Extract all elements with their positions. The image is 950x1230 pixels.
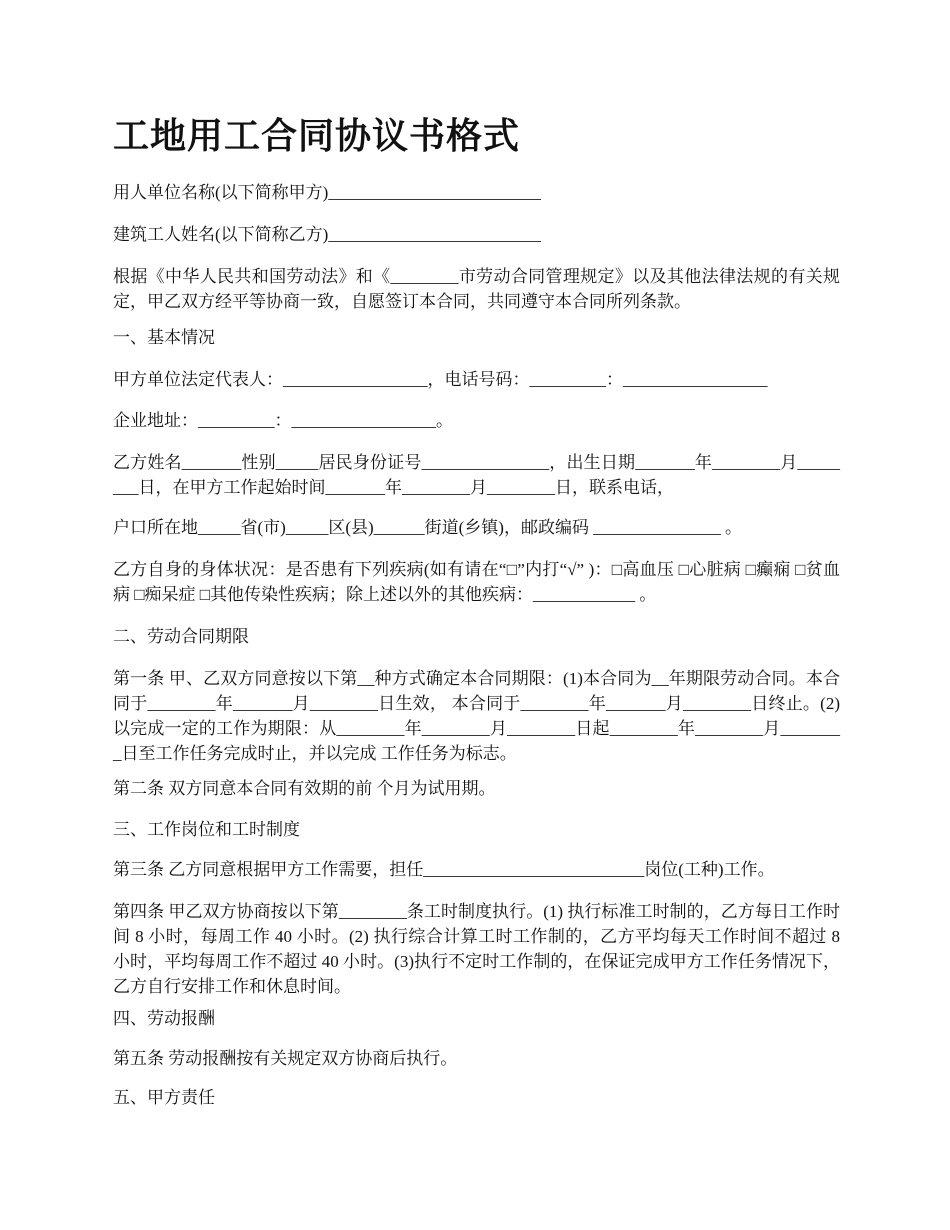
document-title: 工地用工合同协议书格式 <box>113 116 521 157</box>
article-two-paragraph: 第二条 双方同意本合同有效期的前 个月为试用期。 <box>113 779 496 798</box>
article-five-paragraph: 第五条 劳动报酬按有关规定双方协商后执行。 <box>113 1049 458 1068</box>
health-status-paragraph: 乙方自身的身体状况：是否患有下列疾病(如有请在“□”内打“√” )：□高血压 □心脏病 □癫痫 □贫血病 □痴呆症 □其他传染性疾病；除上述以外的其他疾病：____________ 。 <box>113 560 840 604</box>
worker-info-paragraph: 乙方姓名_______性别_____居民身份证号_______________，出生日期_______年________月________日，在甲方工作起始时间_______年________月________日，联系电话， <box>113 453 840 497</box>
legal-representative-line: 甲方单位法定代表人：_________________，电话号码：_________：_________________ <box>113 370 768 389</box>
company-address-line: 企业地址：_________：_________________。 <box>113 411 453 430</box>
section-heading-basic-info: 一、基本情况 <box>113 328 215 347</box>
preamble-paragraph: 根据《中华人民共和国劳动法》和《________市劳动合同管理规定》以及其他法律法规的有关规定，甲乙双方经平等协商一致，自愿签订本合同，共同遵守本合同所列条款。 <box>113 267 840 311</box>
household-registration-line: 户口所在地_____省(市)_____区(县)______街道(乡镇)，邮政编码 _______________ 。 <box>113 518 742 537</box>
section-heading-contract-term: 二、劳动合同期限 <box>113 627 249 646</box>
article-three-paragraph: 第三条 乙方同意根据甲方工作需要，担任__________________________岗位(工种)工作。 <box>113 860 775 879</box>
article-four-paragraph: 第四条 甲乙双方协商按以下第________条工时制度执行。(1) 执行标准工时制的，乙方每日工作时间 8 小时，每周工作 40 小时。(2) 执行综合计算工时工作制的，乙方平均每天工作时间不超过 8 小时，平均每周工作不超过 40 小时。(3)执行不定时工作制的，在保证完成甲方工作任务情况下，乙方自行安排工作和休息时间。 <box>113 902 840 996</box>
section-heading-party-a-duties: 五、甲方责任 <box>113 1088 215 1107</box>
employer-name-line: 用人单位名称(以下简称甲方)_________________________ <box>113 183 541 202</box>
worker-name-line: 建筑工人姓名(以下简称乙方)_________________________ <box>113 225 541 244</box>
section-heading-remuneration: 四、劳动报酬 <box>113 1009 215 1028</box>
section-heading-position-hours: 三、工作岗位和工时制度 <box>113 820 300 839</box>
article-one-paragraph: 第一条 甲、乙双方同意按以下第__种方式确定本合同期限：(1)本合同为__年期限劳动合同。本合同于________年_______月________日生效， 本合同于________年_______月________日终止。(2)以完成一定的工作为期限：从________年________月________日起________年________月________日至工作任务完成时止，并以完成 工作任务为标志。 <box>113 669 840 763</box>
